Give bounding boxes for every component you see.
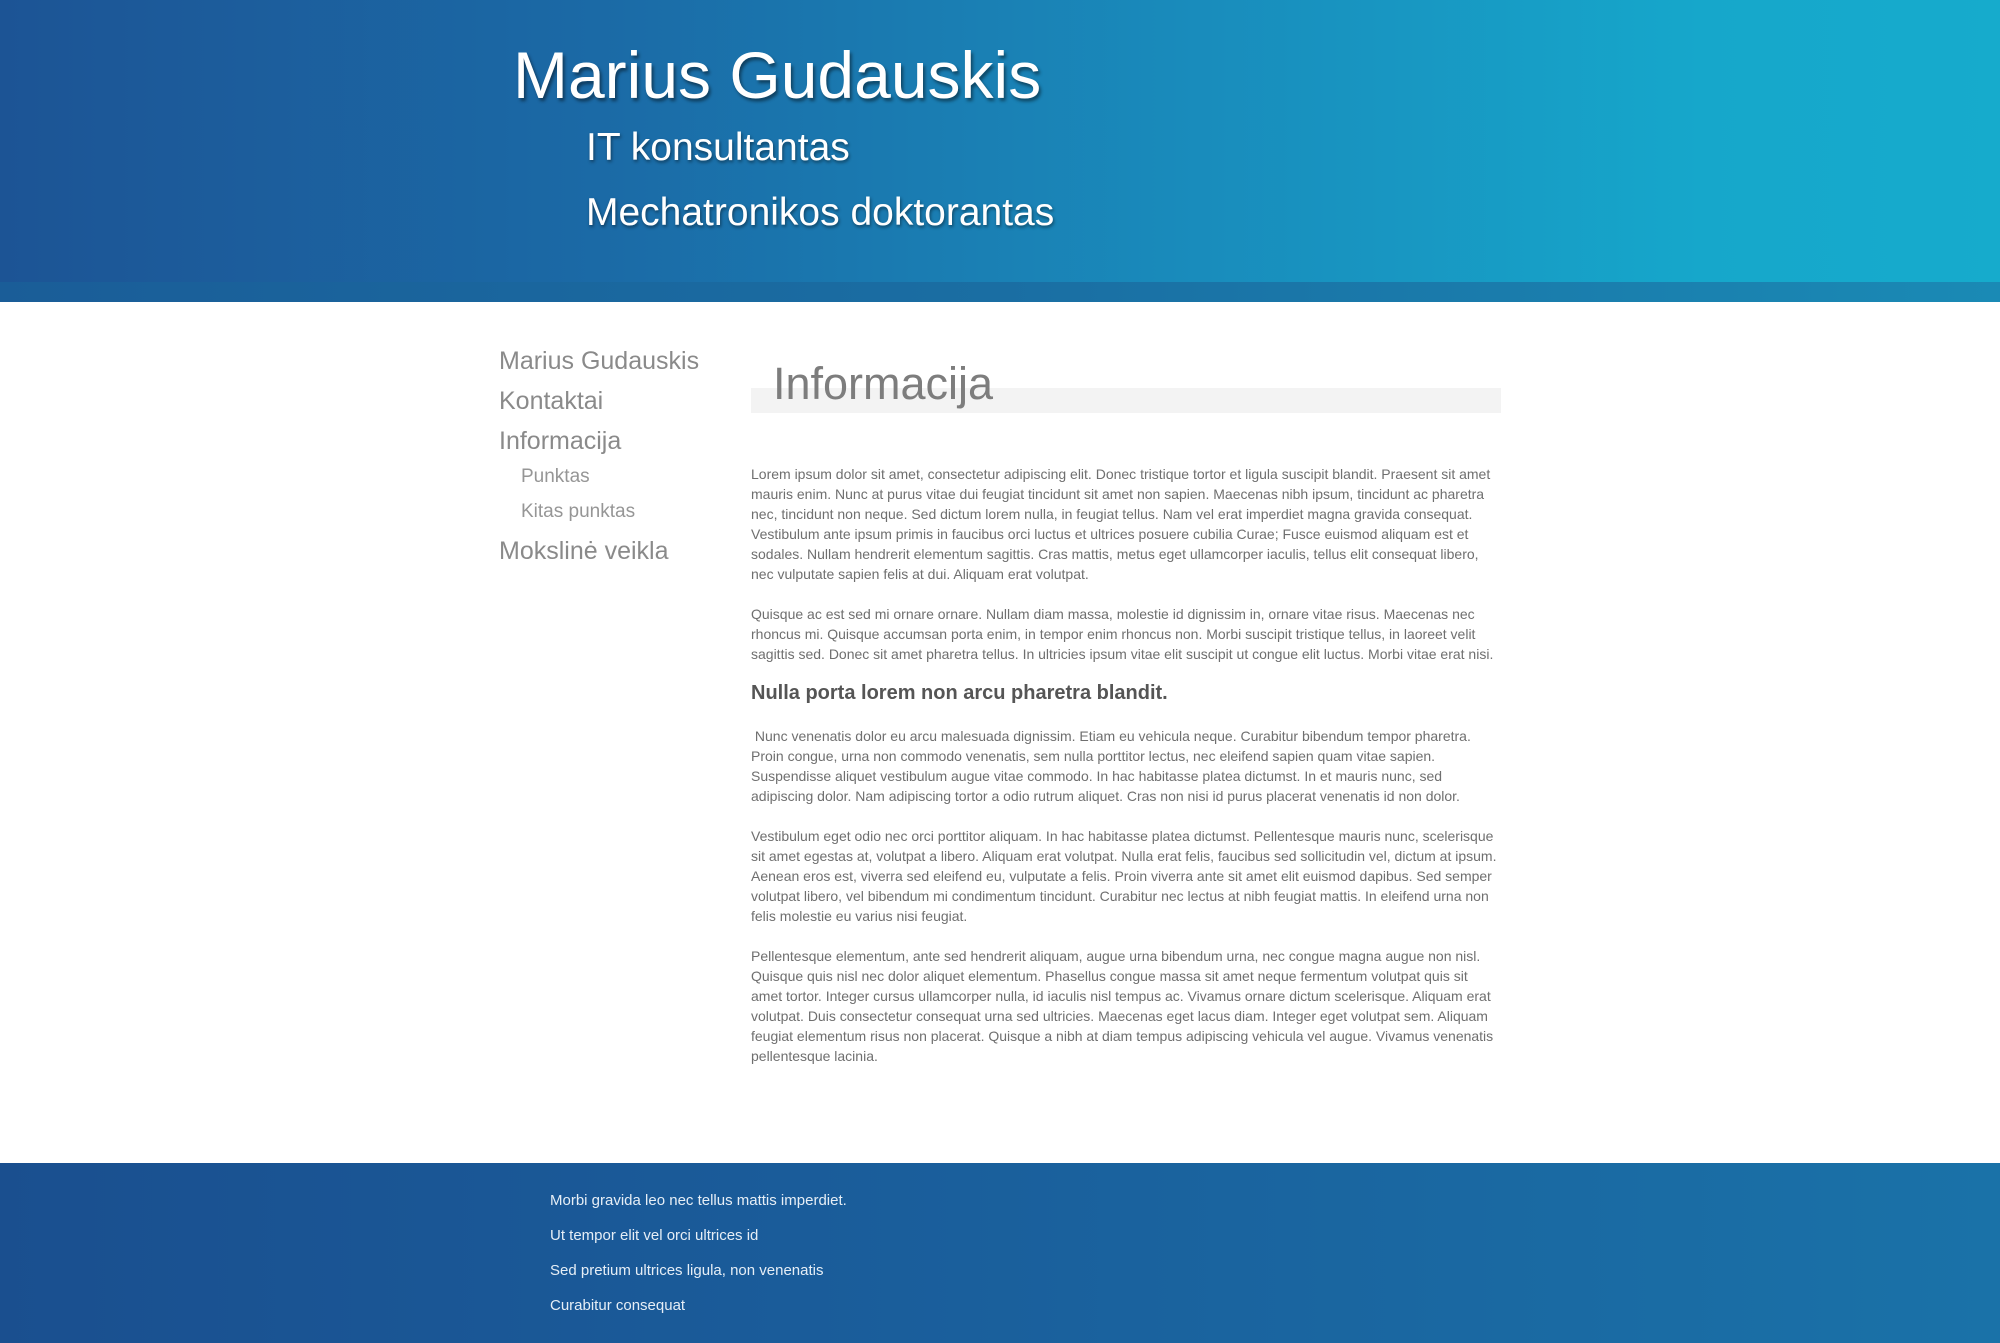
footer-link[interactable]: Morbi gravida leo nec tellus mattis imperdiet. [550,1192,847,1209]
paragraph: Pellentesque elementum, ante sed hendrerit aliquam, augue urna bibendum urna, nec congue magna augue non nisl. Quisque quis nisl nec dolor aliquet elementum. Phasellus congue massa sit amet neque fermentum volutpat quis sit amet tortor. Integer cursus ullamcorper nulla, id iaculis nisl tempus ac. Vivamus ornare dictum scelerisque. Aliquam erat volutpat. Duis consectetur consequat urna sed ultricies. Maecenas eget lacus diam. Integer eget volutpat sem. Aliquam feugiat elementum risus non placerat. Quisque a nibh at diam tempus adipiscing vehicula vel augue. Vivamus venenatis pellentesque lacinia. [751,948,1494,1064]
header-band [0,282,2000,302]
nav-item-informacija[interactable]: Informacija [499,427,622,455]
main-content [751,356,1501,1086]
paragraph: Quisque ac est sed mi ornare ornare. Nullam diam massa, molestie id dignissim in, ornare vitae risus. Maecenas nec rhoncus mi. Quisque accumsan porta enim, in tempor enim rhoncus non. Morbi suscipit tristique tellus, in laoreet velit sagittis sed. Donec sit amet pharetra tellus. In ultricies ipsum vitae elit suscipit ut congue elit luctus. Morbi vitae erat nisi. [751,606,1494,662]
paragraph: Nunc venenatis dolor eu arcu malesuada dignissim. Etiam eu vehicula neque. Curabitur bibendum tempor pharetra. Proin congue, urna non commodo venenatis, sem nulla porttitor lectus, nec eleifend sapien quam vitae sapien. Suspendisse aliquet vestibulum augue vitae commodo. In hac habitasse platea dictumst. In et mauris nunc, sed adipiscing dolor. Nam adipiscing tortor a odio rutrum aliquet. Cras non nisi id purus placerat venenatis id non dolor. [751,728,1475,804]
paragraph: Lorem ipsum dolor sit amet, consectetur adipiscing elit. Donec tristique tortor et ligula suscipit blandit. Praesent sit amet mauris enim. Nunc at purus vitae dui feugiat tincidunt sit amet non sapien. Maecenas nibh ipsum, tincidunt ac pharetra nec, tincidunt non neque. Sed dictum lorem nulla, in feugiat tellus. Nam vel erat imperdiet magna gravida consequat. Vestibulum ante ipsum primis in faucibus orci luctus et ultrices posuere cubilia Curae; Fusce euismod aliquam est et sodales. Nullam hendrerit elementum sagittis. Cras mattis, metus eget ullamcorper iaculis, tellus elit consequat libero, nec vulputate sapien felis at dui. Aliquam erat volutpat. [751,466,1491,582]
paragraph: Vestibulum eget odio nec orci porttitor aliquam. In hac habitasse platea dictumst. Pellentesque mauris nunc, scelerisque sit amet egestas at, volutpat a libero. Aliquam erat volutpat. Nulla erat felis, faucibus sed sollicitudin vel, dictum at ipsum. Aenean eros est, viverra sed eleifend eu, vulputate a felis. Proin viverra ante sit amet elit euismod dapibus. Sed semper volutpat libero, vel bibendum mi condimentum tincidunt. Curabitur nec lectus at nibh feugiat mattis. In eleifend urna non felis molestie eu varius nisi feugiat. [751,828,1497,924]
site-title: Marius Gudauskis [513,38,1042,112]
sidebar-nav [499,344,719,574]
footer-link[interactable]: Sed pretium ultrices ligula, non venenatis [550,1262,824,1279]
footer-link[interactable]: Curabitur consequat [550,1297,686,1314]
nav-item-marius-gudauskis[interactable]: Marius Gudauskis [499,347,700,375]
footer-link[interactable]: Ut tempor elit vel orci ultrices id [550,1227,759,1244]
nav-subitem-punktas[interactable]: Punktas [521,466,590,487]
page-title-block [751,356,1501,414]
site-header [0,0,2000,282]
nav-item-kontaktai[interactable]: Kontaktai [499,387,604,415]
header-subtitle-phd: Mechatronikos doktorantas [586,191,1055,234]
site-footer [0,1163,2000,1343]
nav-subitem-kitas-punktas[interactable]: Kitas punktas [521,501,636,522]
footer-links [550,1191,847,1331]
nav-item-moksline-veikla[interactable]: Mokslinė veikla [499,537,669,565]
page-title: Informacija [773,358,994,409]
section-heading: Nulla porta lorem non arcu pharetra blandit. [751,682,1168,704]
header-subtitle-it: IT konsultantas [586,126,850,169]
article-body [751,464,1501,1066]
